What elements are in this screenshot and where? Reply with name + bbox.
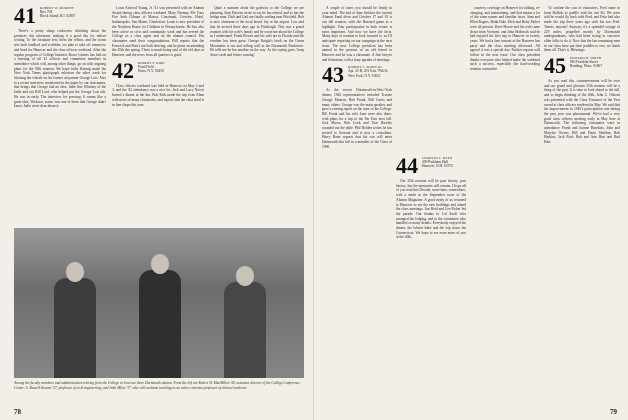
- address-line: Elma, N.Y. 03450: [138, 69, 164, 74]
- address-line: Box 794: [40, 10, 53, 14]
- column-text: A couple of notes you should be firmly in your mind. The end of June finishes the current Alumni Fund drive and October 17 and 18 is our fall reunion, with the Harvard game as a highlight. Your participation in both events is most important. And now we have the facts. Many days of reunion to look forward to, so I'll anticipate reporting on our campaign in the next issue. The new College president has been named in the persons of an old friend in Hanover and he was a classmate. A fine lawyer and fisherman, with a busy agenda of meetings.: [322, 6, 392, 62]
- class-43-header: [322, 65, 392, 85]
- address-line: Pond Field: [138, 64, 154, 69]
- secretary-name: ROBERT F. KIRK: [138, 60, 165, 65]
- column-text: There's a pretty sharp corkscrew whistling about the premises this afternoon, making it a good day for indoor writing. To the fortunate few, bless the cellars, and the storm sets both landlord and scribbler, we plan to take off tomorrow and head for Hanover and the class officers weekend. After the regular program of College business Bruce Grimes has laid on a meeting of all '41 officers and committee members in attendance which will, among other things, go on with ongoing plans for the 50th reunion. We hope Jadie Kunnig made the New York Times photograph selection the other week for blowing the whistle on his former ad partner George Lois. Also in a recent interview, mentioned in the paper by our classmates, that brings that George had no idea. Jadie fine Whitney of the Jadie and our Bill Lord, who helped put the George Lois ads. He was in early. The interview for pressing. It seems like a great idea, Wickson, some, was one of them that George didn't know. Jadie went clear about it.: [14, 29, 106, 109]
- class-44-header: [396, 156, 466, 176]
- address-line: Reading, Mass. 01867: [570, 64, 603, 69]
- class-number: 43: [322, 65, 344, 86]
- column-text: Quite a summer about the gateway to the College we are planning. Stan Parsons wrote to say he has retired, and so has the bridge man. Dick and Gail are finally settling near Pittsfield. Bob is now chairman of the local board. Jay at the airport. Lou said that he arrived three days ago in Pittsburgh. This was a grand reunion with his wife's family and he wrote me about the College as I understand. Frank Bowes and his wife are in Florida and the weather has been great. George Knight's book on the Green Mountains is out and selling well at the Dartmouth Bookstore. He tells me he has another on the way. As the saying goes, 'keep those cards and letters coming.': [210, 6, 304, 58]
- address-line: 209 Parkham Hall: [422, 160, 449, 164]
- address-line: Apt. 25 B, 201 East 79th St.: [348, 69, 389, 74]
- person-figure: [139, 270, 181, 378]
- photo-caption: Among the faculty members and administrators retiring from the College in June are three Dartmouth alumni. From the left are Robert W. MacMillen '40, assistant director of the College Conference Center; S. Russell Stearns '37, professor of civil engineering; and John Milne '37, who will continue teaching as an active emeritus professor of clinical medicine.: [14, 381, 300, 390]
- column-text: To confine the cast of characters, Fred came in from Buffalo to paddle with his son Ed. We were told he would fly back with Fred, and Fritz had also made the trip three years ago with his son Fred. Tennis, anyone? Anyway, it's a splendid voyage of 229 miles, propelled mostly by Dartmouth undergraduates, who had been trying to convince older folks to do it. Now that the last remaining men in our class have put their paddles to rest, we thank them all. That's it. Blessings.: [544, 6, 620, 53]
- right-page: [314, 0, 628, 420]
- column-text: Louis Atwood Young, Jr. '41 was presented with an Alumni Award during class officers weekend. Mary Thomas, Mr. Tony Fire Seth Gilman of Mason, Cincinnati, Crewley, Hotel, Indianapolis, San Mateo, Charleston. Louie is now president of the Northern Home for Children in Pennsylvania. He has also been active in civic and community work and has served the College as a class agent and on the alumni council. His classmates send their congratulations. Bill reports that the Fenwick and Pratt's are both thriving, and he plans on attending the 45th this spring. There is much being said of the old days at Hanover, and the news from all quarters is good.: [112, 6, 204, 58]
- class-number: 45: [544, 56, 566, 77]
- right-column-1: [322, 6, 392, 406]
- left-column-3: [210, 6, 304, 226]
- right-column-2: [396, 6, 466, 406]
- class-42-header: [112, 61, 204, 81]
- class-number: 42: [112, 60, 134, 81]
- page-number: 79: [610, 408, 617, 416]
- class-45-header: [544, 56, 620, 76]
- class-number: 44: [396, 156, 418, 176]
- address-line: Hanover, N.H. 03755: [422, 164, 453, 169]
- left-column-1: [14, 6, 106, 226]
- person-head: [236, 266, 254, 286]
- address-line: Block Island, R.I. 02807: [40, 14, 76, 19]
- column-text: courtesy coverage on Hanover for talking, re-charging, and maintaining, and that means a lot of the same names and familiar faces. Sam and Ellen Rogers, Hank Dale, Dick and Betty Parker were all present. Dave Moore and his wife came down from Vermont, and John Holbrook said he had enjoyed his first trip to Hanover in twenty years. We had a fine turnout at the Hanover Inn party and the class meeting afterward. All agreed it was a special day. Further reports will follow in the next issue. Our class president thanks everyone who helped make the weekend such a success, especially the hard-working reunion committee.: [470, 6, 540, 72]
- person-figure: [224, 282, 266, 378]
- left-column-2: [112, 6, 204, 226]
- person-head: [151, 254, 169, 274]
- faculty-photo: [14, 228, 304, 378]
- secretary-name: ROBERT W. MURPHY: [40, 6, 75, 10]
- person-figure: [54, 278, 96, 378]
- address-line: New York, N.Y. 10021: [348, 73, 381, 78]
- column-text: As you read this, commencement will be over and our grand and glorious 35th reunion will be a thing of the past. It is time to look ahead to the fall, and to begin thinking of the 40th. John C. Osborn was presented with the Class Treasurer of the Year award at class officers weekend in May. We said that his improvement in 1945's participation rate during the past year was phenomenal. We've had a very good class officers meeting early in May here at Dartmouth. The following classmates were in attendance: Frank and Joanne Hawkins, John and Marylee Owens, Bill and Pattie Sheldon, Bob Harkins, Jack Ford, Bob and Ann Hart and Bud Hart.: [544, 79, 620, 145]
- class-number: 41: [14, 6, 36, 26]
- class-41-header: [14, 6, 106, 26]
- person-head: [66, 262, 84, 282]
- secretary-name: ROBERT L. MARX III: [348, 65, 382, 70]
- secretary-name: CHARLES L. KEEN: [422, 156, 453, 160]
- page-number: 78: [14, 408, 21, 416]
- address-line: 865 Franklin Street: [570, 60, 598, 65]
- column-text: At the recent Dartmouth-in-New-York dinner, 1943 representatives included Trustee George Munroe, Bob Frank, Bill Curtis and many others. George was the main speaker, and gave a stirring report on the state of the College. Bill Frank and his wife Jane were also there, with plans for a trip to the Far East next fall. Jack Morse, Bob Cook and Tom Hawley rounded out the table. Phil Holden writes he has moved to Arizona and is now a consultant. Harry Bates reports that his son will enter Dartmouth this fall as a member of the Class of 1990.: [322, 88, 392, 149]
- right-column-4: [544, 6, 620, 406]
- right-column-3: [470, 6, 540, 406]
- secretary-name: EDWARD B. SMITH: [570, 56, 602, 61]
- column-text: Our 35th reunion will be past history, past history, but the memories will remain. I hope all of you read this Decade, some time, somewhere, with a smile in the September issue of the Alumni Magazine. A good many of us returned to Hanover to see the new buildings and attend the class meetings. Jim Reid and Lee Fisher led the parade. Our thanks to Cal Swift who arranged the lodging, and to the committee who handled so many details. Everybody enjoyed the dinner, the lobster bake and the trip down the Connecticut. We hope to see even more of you at the 40th.: [396, 179, 466, 240]
- column-text: Class officers weekend was held in Hanover on May 2 and 3, and the '42 attendance was a nice lot. Jack and Lucy Norris hosted a dinner at the Inn. Bob Kirk made the trip from Elma with news of many classmates, and reports that the class fund is in fine shape this year.: [112, 83, 204, 107]
